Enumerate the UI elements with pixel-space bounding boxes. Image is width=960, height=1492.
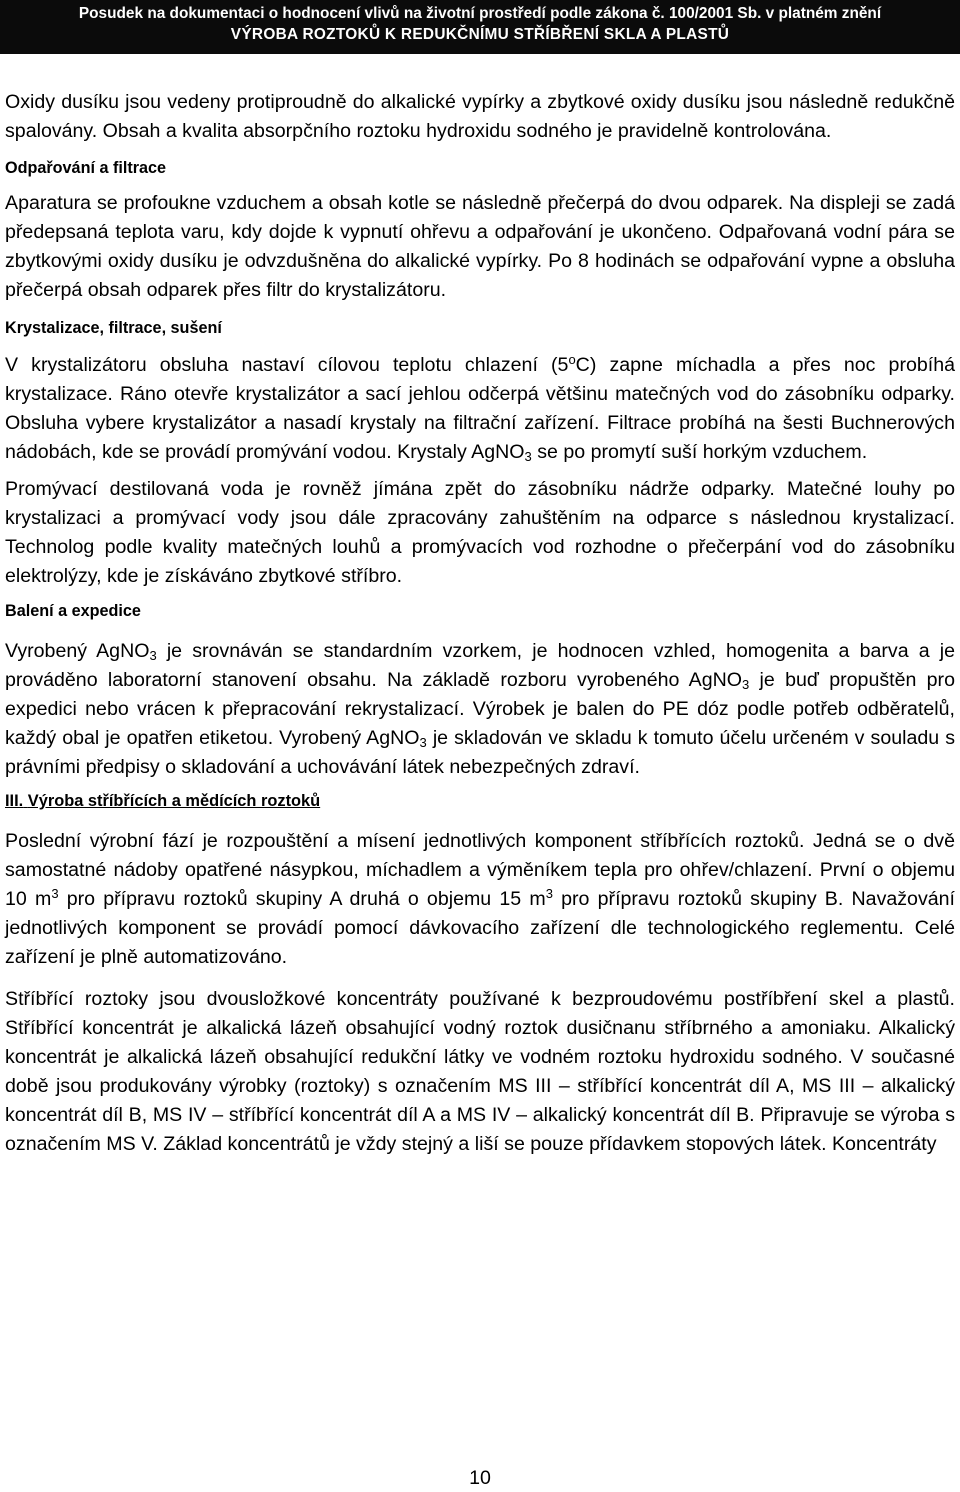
posledni-text-c: pro přípravu roztoků skupiny B. Navažování jednotlivých komponent se provádí pomocí dávkovacího zařízení dle technologického reglementu. Celé zařízení je plně automatizováno. [5,888,955,968]
paragraph-posledni [5,827,955,972]
paragraph-intro: Oxidy dusíku jsou vedeny protiproudně do alkalické vypírky a zbytkové oxidy dusíku jsou následně redukčně spalovány. Obsah a kvalita absorpčního roztoku hydroxidu sodného je pravidelně kontrolována. [5,91,955,142]
posledni-text-b: pro přípravu roztoků skupiny A druhá o objemu 15 m [58,888,546,910]
degree-superscript: o [568,352,576,367]
kryst-text-b: C) zapne míchadla a přes noc probíhá krystalizace. Ráno otevře krystalizátor a sací jehlou odčerpá většinu matečných vod do zásobníku odparky. Obsluha vybere krystalizátor a nasadí krystaly na filtrační zařízení. Filtrace probíhá na šesti Buchnerových nádobách, kde se provádí promývání vodou. Krystaly AgNO [5,354,955,463]
paragraph-baleni [5,637,955,782]
heading-baleni: Balení a expedice [5,602,141,620]
heading-odparovani: Odpařování a filtrace [5,159,167,177]
subscript-3: 3 [524,449,532,464]
posledni-text-a: Poslední výrobní fází je rozpouštění a mísení jednotlivých komponent stříbřících roztoků. Jedná se o dvě samostatné nádoby opatřené násypkou, míchadlem a výměníkem tepla pro ohřev/chlazení. První o objemu 10 m [5,830,955,910]
page-number: 10 [469,1467,491,1489]
baleni-text-b: je srovnáván se standardním vzorkem, je hodnocen vzhled, homogenita a barva a je prováděno laboratorní stanovení obsahu. Na základě rozboru vyrobeného AgNO [5,640,955,691]
document-header [0,0,960,54]
section-title: Výroba stříbřících a mědících roztoků [27,792,321,810]
heading-section-3 [5,791,955,811]
superscript-3: 3 [545,886,553,901]
superscript-3: 3 [51,886,59,901]
heading-krystalizace: Krystalizace, filtrace, sušení [5,319,222,337]
kryst-text-c: se po promytí suší horkým vzduchem. [531,441,868,463]
subscript-3: 3 [419,735,427,750]
paragraph-odparovani: Aparatura se profoukne vzduchem a obsah kotle se následně přečerpá do dvou odparek. Na displeji se zadá předepsaná teplota varu, kdy dojde k vypnutí ohřevu a odpařování je ukončeno. Odpařovaná vodní pára se zbytkovými oxidy dusíku je odvzdušněna do alkalické vypírky. Po 8 hodinách se odpařování vypne a obsluha přečerpá obsah odparek přes filtr do krystalizátoru. [5,192,955,301]
header-subtitle-line: VÝROBA ROZTOKŮ K REDUKČNÍMU STŘÍBŘENÍ SKLA A PLASTŮ [230,26,730,43]
baleni-text-a: Vyrobený AgNO [5,640,150,662]
paragraph-krystalizace [5,351,955,467]
document-body [0,54,960,1159]
section-number: III. [5,792,24,810]
baleni-text-c: je buď propuštěn pro expedici nebo vrácen k přepracování rekrystalizací. Výrobek je balen do PE dóz podle potřeb odběratelů, každý obal je opatřen etiketou. Vyrobený AgNO [5,669,955,749]
paragraph-stribrici: Stříbřící roztoky jsou dvousložkové koncentráty používané k bezproudovému postříbření skel a plastů. Stříbřící koncentrát je alkalická lázeň obsahující vodný roztok dusičnanu stříbrného a amoniaku. Alkalický koncentrát je alkalická lázeň obsahující redukční látky ve vodném roztoku hydroxidu sodného. V současné době jsou produkovány výrobky (roztoky) s označením MS III – stříbřící koncentrát díl A, MS III – alkalický koncentrát díl B, MS IV – stříbřící koncentrát díl A a MS IV – alkalický koncentrát díl B. Připravuje se výroba s označením MS V. Základ koncentrátů je vždy stejný a liší se pouze přídavkem stopových látek. Koncentráty [5,988,955,1155]
kryst-text-a: V krystalizátoru obsluha nastaví cílovou teplotu chlazení (5 [5,354,569,376]
baleni-text-d: je skladován ve skladu k tomuto účelu určeném v souladu s právními předpisy o skladování a uchovávání látek nebezpečných zdraví. [5,727,955,778]
subscript-3: 3 [742,677,750,692]
header-title-line: Posudek na dokumentaci o hodnocení vlivů na životní prostředí podle zákona č. 100/2001 Sb. v platném znění [78,5,882,22]
paragraph-promyvaci: Promývací destilovaná voda je rovněž jímána zpět do zásobníku nádrže odparky. Matečné louhy po krystalizaci a promývací vody jsou dále zpracovány zahuštěním na odparce s následnou krystalizací. Technolog podle kvality matečných louhů a promývacích vod rozhodne o přečerpání vod do zásobníku elektrolýzy, kde je získáváno zbytkové stříbro. [5,478,955,587]
subscript-3: 3 [149,648,157,663]
